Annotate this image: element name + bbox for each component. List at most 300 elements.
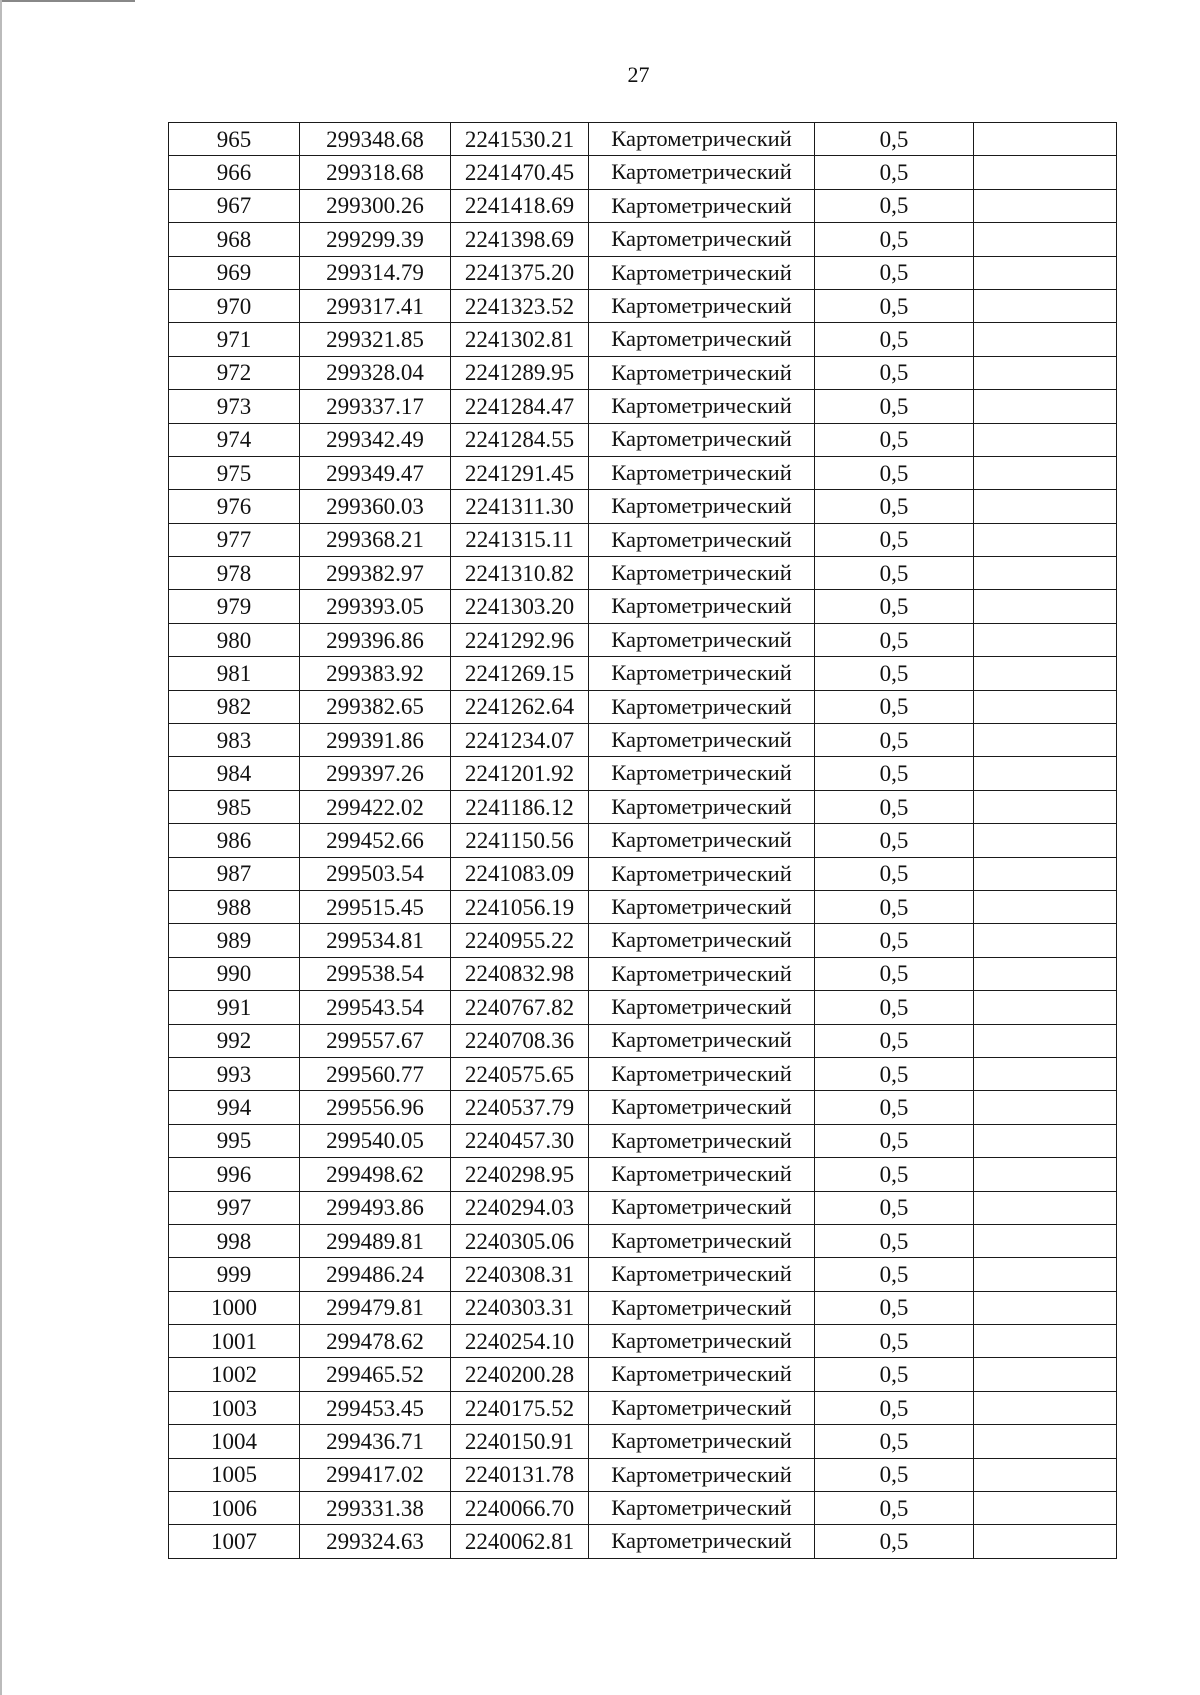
accuracy-cell: 0,5 — [815, 690, 974, 723]
x-coordinate-cell: 299543.54 — [300, 991, 451, 1024]
y-coordinate-cell: 2241418.69 — [451, 189, 589, 222]
x-coordinate-cell: 299349.47 — [300, 456, 451, 489]
point-number-cell: 978 — [169, 557, 300, 590]
x-coordinate-cell: 299556.96 — [300, 1091, 451, 1124]
method-cell: Картометрический — [589, 590, 815, 623]
table-row — [169, 957, 1117, 990]
y-coordinate-cell: 2240066.70 — [451, 1492, 589, 1525]
point-number-cell: 984 — [169, 757, 300, 790]
y-coordinate-cell: 2241311.30 — [451, 490, 589, 523]
y-coordinate-cell: 2241398.69 — [451, 223, 589, 256]
note-cell — [974, 790, 1117, 823]
note-cell — [974, 824, 1117, 857]
x-coordinate-cell: 299382.65 — [300, 690, 451, 723]
note-cell — [974, 256, 1117, 289]
y-coordinate-cell: 2241269.15 — [451, 657, 589, 690]
y-coordinate-cell: 2240832.98 — [451, 957, 589, 990]
point-number-cell: 996 — [169, 1158, 300, 1191]
point-number-cell: 977 — [169, 523, 300, 556]
note-cell — [974, 1124, 1117, 1157]
method-cell: Картометрический — [589, 857, 815, 890]
y-coordinate-cell: 2240955.22 — [451, 924, 589, 957]
y-coordinate-cell: 2240303.31 — [451, 1291, 589, 1324]
point-number-cell: 1006 — [169, 1492, 300, 1525]
note-cell — [974, 991, 1117, 1024]
accuracy-cell: 0,5 — [815, 289, 974, 322]
point-number-cell: 981 — [169, 657, 300, 690]
x-coordinate-cell: 299321.85 — [300, 323, 451, 356]
method-cell: Картометрический — [589, 991, 815, 1024]
y-coordinate-cell: 2241303.20 — [451, 590, 589, 623]
point-number-cell: 991 — [169, 991, 300, 1024]
point-number-cell: 995 — [169, 1124, 300, 1157]
point-number-cell: 990 — [169, 957, 300, 990]
note-cell — [974, 1091, 1117, 1124]
point-number-cell: 1005 — [169, 1458, 300, 1491]
method-cell: Картометрический — [589, 757, 815, 790]
accuracy-cell: 0,5 — [815, 924, 974, 957]
note-cell — [974, 690, 1117, 723]
accuracy-cell: 0,5 — [815, 189, 974, 222]
accuracy-cell: 0,5 — [815, 957, 974, 990]
method-cell: Картометрический — [589, 456, 815, 489]
note-cell — [974, 1358, 1117, 1391]
table-row — [169, 890, 1117, 923]
x-coordinate-cell: 299422.02 — [300, 790, 451, 823]
y-coordinate-cell: 2241530.21 — [451, 123, 589, 156]
x-coordinate-cell: 299479.81 — [300, 1291, 451, 1324]
method-cell: Картометрический — [589, 1124, 815, 1157]
x-coordinate-cell: 299299.39 — [300, 223, 451, 256]
method-cell: Картометрический — [589, 1458, 815, 1491]
method-cell: Картометрический — [589, 1291, 815, 1324]
note-cell — [974, 623, 1117, 656]
x-coordinate-cell: 299337.17 — [300, 390, 451, 423]
y-coordinate-cell: 2241284.47 — [451, 390, 589, 423]
x-coordinate-cell: 299417.02 — [300, 1458, 451, 1491]
x-coordinate-cell: 299453.45 — [300, 1391, 451, 1424]
note-cell — [974, 1024, 1117, 1057]
note-cell — [974, 223, 1117, 256]
point-number-cell: 993 — [169, 1057, 300, 1090]
point-number-cell: 971 — [169, 323, 300, 356]
point-number-cell: 1002 — [169, 1358, 300, 1391]
accuracy-cell: 0,5 — [815, 156, 974, 189]
table-row — [169, 1224, 1117, 1257]
x-coordinate-cell: 299328.04 — [300, 356, 451, 389]
note-cell — [974, 1258, 1117, 1291]
table-row — [169, 1191, 1117, 1224]
point-number-cell: 989 — [169, 924, 300, 957]
note-cell — [974, 123, 1117, 156]
x-coordinate-cell: 299452.66 — [300, 824, 451, 857]
y-coordinate-cell: 2240767.82 — [451, 991, 589, 1024]
accuracy-cell: 0,5 — [815, 356, 974, 389]
method-cell: Картометрический — [589, 924, 815, 957]
x-coordinate-cell: 299317.41 — [300, 289, 451, 322]
point-number-cell: 972 — [169, 356, 300, 389]
accuracy-cell: 0,5 — [815, 857, 974, 890]
note-cell — [974, 657, 1117, 690]
table-row — [169, 1425, 1117, 1458]
note-cell — [974, 1391, 1117, 1424]
note-cell — [974, 1425, 1117, 1458]
y-coordinate-cell: 2241310.82 — [451, 557, 589, 590]
accuracy-cell: 0,5 — [815, 323, 974, 356]
note-cell — [974, 590, 1117, 623]
accuracy-cell: 0,5 — [815, 991, 974, 1024]
y-coordinate-cell: 2241292.96 — [451, 623, 589, 656]
y-coordinate-cell: 2240131.78 — [451, 1458, 589, 1491]
accuracy-cell: 0,5 — [815, 223, 974, 256]
y-coordinate-cell: 2241186.12 — [451, 790, 589, 823]
x-coordinate-cell: 299342.49 — [300, 423, 451, 456]
method-cell: Картометрический — [589, 1224, 815, 1257]
y-coordinate-cell: 2241201.92 — [451, 757, 589, 790]
note-cell — [974, 289, 1117, 322]
method-cell: Картометрический — [589, 1525, 815, 1558]
x-coordinate-cell: 299478.62 — [300, 1325, 451, 1358]
method-cell: Картометрический — [589, 1358, 815, 1391]
point-number-cell: 1001 — [169, 1325, 300, 1358]
method-cell: Картометрический — [589, 623, 815, 656]
table-row — [169, 1057, 1117, 1090]
table-row — [169, 256, 1117, 289]
table-row — [169, 456, 1117, 489]
x-coordinate-cell: 299383.92 — [300, 657, 451, 690]
method-cell: Картометрический — [589, 289, 815, 322]
note-cell — [974, 757, 1117, 790]
accuracy-cell: 0,5 — [815, 1124, 974, 1157]
method-cell: Картометрический — [589, 223, 815, 256]
note-cell — [974, 390, 1117, 423]
table-row — [169, 356, 1117, 389]
note-cell — [974, 857, 1117, 890]
point-number-cell: 998 — [169, 1224, 300, 1257]
method-cell: Картометрический — [589, 256, 815, 289]
method-cell: Картометрический — [589, 189, 815, 222]
note-cell — [974, 1492, 1117, 1525]
x-coordinate-cell: 299300.26 — [300, 189, 451, 222]
accuracy-cell: 0,5 — [815, 1291, 974, 1324]
method-cell: Картометрический — [589, 1258, 815, 1291]
x-coordinate-cell: 299391.86 — [300, 724, 451, 757]
x-coordinate-cell: 299314.79 — [300, 256, 451, 289]
point-number-cell: 1000 — [169, 1291, 300, 1324]
x-coordinate-cell: 299515.45 — [300, 890, 451, 923]
table-row — [169, 156, 1117, 189]
accuracy-cell: 0,5 — [815, 1458, 974, 1491]
y-coordinate-cell: 2240150.91 — [451, 1425, 589, 1458]
y-coordinate-cell: 2240575.65 — [451, 1057, 589, 1090]
table-row — [169, 690, 1117, 723]
y-coordinate-cell: 2240308.31 — [451, 1258, 589, 1291]
note-cell — [974, 423, 1117, 456]
coordinates-table — [168, 122, 1117, 1559]
x-coordinate-cell: 299348.68 — [300, 123, 451, 156]
method-cell: Картометрический — [589, 323, 815, 356]
y-coordinate-cell: 2240708.36 — [451, 1024, 589, 1057]
table-row — [169, 790, 1117, 823]
point-number-cell: 987 — [169, 857, 300, 890]
note-cell — [974, 456, 1117, 489]
accuracy-cell: 0,5 — [815, 390, 974, 423]
method-cell: Картометрический — [589, 1158, 815, 1191]
table-row — [169, 924, 1117, 957]
point-number-cell: 997 — [169, 1191, 300, 1224]
accuracy-cell: 0,5 — [815, 1525, 974, 1558]
note-cell — [974, 924, 1117, 957]
method-cell: Картометрический — [589, 156, 815, 189]
table-row — [169, 1158, 1117, 1191]
y-coordinate-cell: 2240254.10 — [451, 1325, 589, 1358]
table-row — [169, 1024, 1117, 1057]
y-coordinate-cell: 2241289.95 — [451, 356, 589, 389]
table-row — [169, 289, 1117, 322]
table-row — [169, 1124, 1117, 1157]
x-coordinate-cell: 299493.86 — [300, 1191, 451, 1224]
point-number-cell: 985 — [169, 790, 300, 823]
table-row — [169, 1358, 1117, 1391]
note-cell — [974, 957, 1117, 990]
method-cell: Картометрический — [589, 1492, 815, 1525]
accuracy-cell: 0,5 — [815, 824, 974, 857]
x-coordinate-cell: 299393.05 — [300, 590, 451, 623]
method-cell: Картометрический — [589, 1191, 815, 1224]
method-cell: Картометрический — [589, 824, 815, 857]
point-number-cell: 1004 — [169, 1425, 300, 1458]
table-row — [169, 1258, 1117, 1291]
accuracy-cell: 0,5 — [815, 1425, 974, 1458]
table-row — [169, 623, 1117, 656]
x-coordinate-cell: 299396.86 — [300, 623, 451, 656]
y-coordinate-cell: 2240537.79 — [451, 1091, 589, 1124]
table-row — [169, 991, 1117, 1024]
table-row — [169, 390, 1117, 423]
table-row — [169, 1091, 1117, 1124]
table-row — [169, 123, 1117, 156]
table-row — [169, 1492, 1117, 1525]
table-row — [169, 1525, 1117, 1558]
table-row — [169, 223, 1117, 256]
x-coordinate-cell: 299436.71 — [300, 1425, 451, 1458]
method-cell: Картометрический — [589, 490, 815, 523]
accuracy-cell: 0,5 — [815, 490, 974, 523]
note-cell — [974, 323, 1117, 356]
accuracy-cell: 0,5 — [815, 1492, 974, 1525]
method-cell: Картометрический — [589, 123, 815, 156]
note-cell — [974, 356, 1117, 389]
note-cell — [974, 1191, 1117, 1224]
table-row — [169, 824, 1117, 857]
table-row — [169, 490, 1117, 523]
point-number-cell: 966 — [169, 156, 300, 189]
note-cell — [974, 1325, 1117, 1358]
accuracy-cell: 0,5 — [815, 1391, 974, 1424]
accuracy-cell: 0,5 — [815, 423, 974, 456]
table-row — [169, 1391, 1117, 1424]
accuracy-cell: 0,5 — [815, 623, 974, 656]
point-number-cell: 1007 — [169, 1525, 300, 1558]
table-row — [169, 857, 1117, 890]
method-cell: Картометрический — [589, 1425, 815, 1458]
method-cell: Картометрический — [589, 390, 815, 423]
accuracy-cell: 0,5 — [815, 1258, 974, 1291]
table-row — [169, 657, 1117, 690]
x-coordinate-cell: 299540.05 — [300, 1124, 451, 1157]
y-coordinate-cell: 2241315.11 — [451, 523, 589, 556]
point-number-cell: 980 — [169, 623, 300, 656]
method-cell: Картометрический — [589, 790, 815, 823]
note-cell — [974, 724, 1117, 757]
method-cell: Картометрический — [589, 1057, 815, 1090]
x-coordinate-cell: 299538.54 — [300, 957, 451, 990]
method-cell: Картометрический — [589, 1325, 815, 1358]
table-row — [169, 189, 1117, 222]
x-coordinate-cell: 299382.97 — [300, 557, 451, 590]
accuracy-cell: 0,5 — [815, 456, 974, 489]
x-coordinate-cell: 299331.38 — [300, 1492, 451, 1525]
accuracy-cell: 0,5 — [815, 790, 974, 823]
method-cell: Картометрический — [589, 523, 815, 556]
note-cell — [974, 1158, 1117, 1191]
accuracy-cell: 0,5 — [815, 590, 974, 623]
y-coordinate-cell: 2241291.45 — [451, 456, 589, 489]
accuracy-cell: 0,5 — [815, 1358, 974, 1391]
x-coordinate-cell: 299324.63 — [300, 1525, 451, 1558]
point-number-cell: 999 — [169, 1258, 300, 1291]
accuracy-cell: 0,5 — [815, 1158, 974, 1191]
point-number-cell: 965 — [169, 123, 300, 156]
y-coordinate-cell: 2241262.64 — [451, 690, 589, 723]
accuracy-cell: 0,5 — [815, 1325, 974, 1358]
x-coordinate-cell: 299486.24 — [300, 1258, 451, 1291]
y-coordinate-cell: 2241323.52 — [451, 289, 589, 322]
y-coordinate-cell: 2240200.28 — [451, 1358, 589, 1391]
y-coordinate-cell: 2241056.19 — [451, 890, 589, 923]
accuracy-cell: 0,5 — [815, 256, 974, 289]
scan-edge-mark-top — [0, 0, 135, 2]
accuracy-cell: 0,5 — [815, 1091, 974, 1124]
y-coordinate-cell: 2240298.95 — [451, 1158, 589, 1191]
y-coordinate-cell: 2240062.81 — [451, 1525, 589, 1558]
coordinates-table-body — [169, 123, 1117, 1559]
x-coordinate-cell: 299318.68 — [300, 156, 451, 189]
accuracy-cell: 0,5 — [815, 1224, 974, 1257]
method-cell: Картометрический — [589, 356, 815, 389]
note-cell — [974, 523, 1117, 556]
x-coordinate-cell: 299534.81 — [300, 924, 451, 957]
point-number-cell: 969 — [169, 256, 300, 289]
note-cell — [974, 1057, 1117, 1090]
table-row — [169, 1291, 1117, 1324]
y-coordinate-cell: 2241375.20 — [451, 256, 589, 289]
accuracy-cell: 0,5 — [815, 1024, 974, 1057]
table-row — [169, 590, 1117, 623]
method-cell: Картометрический — [589, 957, 815, 990]
accuracy-cell: 0,5 — [815, 1191, 974, 1224]
note-cell — [974, 156, 1117, 189]
page-number: 27 — [627, 62, 650, 87]
table-row — [169, 1325, 1117, 1358]
point-number-cell: 983 — [169, 724, 300, 757]
method-cell: Картометрический — [589, 423, 815, 456]
y-coordinate-cell: 2241302.81 — [451, 323, 589, 356]
method-cell: Картометрический — [589, 1024, 815, 1057]
method-cell: Картометрический — [589, 657, 815, 690]
accuracy-cell: 0,5 — [815, 657, 974, 690]
note-cell — [974, 1224, 1117, 1257]
note-cell — [974, 1458, 1117, 1491]
x-coordinate-cell: 299368.21 — [300, 523, 451, 556]
method-cell: Картометрический — [589, 724, 815, 757]
accuracy-cell: 0,5 — [815, 1057, 974, 1090]
y-coordinate-cell: 2241284.55 — [451, 423, 589, 456]
point-number-cell: 967 — [169, 189, 300, 222]
method-cell: Картометрический — [589, 1091, 815, 1124]
y-coordinate-cell: 2241470.45 — [451, 156, 589, 189]
table-row — [169, 557, 1117, 590]
y-coordinate-cell: 2240457.30 — [451, 1124, 589, 1157]
y-coordinate-cell: 2241234.07 — [451, 724, 589, 757]
point-number-cell: 976 — [169, 490, 300, 523]
accuracy-cell: 0,5 — [815, 724, 974, 757]
y-coordinate-cell: 2240175.52 — [451, 1391, 589, 1424]
point-number-cell: 982 — [169, 690, 300, 723]
point-number-cell: 988 — [169, 890, 300, 923]
scan-edge-mark-left — [0, 0, 2, 1695]
point-number-cell: 968 — [169, 223, 300, 256]
point-number-cell: 979 — [169, 590, 300, 623]
x-coordinate-cell: 299397.26 — [300, 757, 451, 790]
x-coordinate-cell: 299503.54 — [300, 857, 451, 890]
x-coordinate-cell: 299489.81 — [300, 1224, 451, 1257]
x-coordinate-cell: 299360.03 — [300, 490, 451, 523]
table-row — [169, 757, 1117, 790]
accuracy-cell: 0,5 — [815, 557, 974, 590]
method-cell: Картометрический — [589, 1391, 815, 1424]
method-cell: Картометрический — [589, 890, 815, 923]
x-coordinate-cell: 299465.52 — [300, 1358, 451, 1391]
y-coordinate-cell: 2241150.56 — [451, 824, 589, 857]
accuracy-cell: 0,5 — [815, 523, 974, 556]
point-number-cell: 973 — [169, 390, 300, 423]
table-row — [169, 1458, 1117, 1491]
table-row — [169, 724, 1117, 757]
note-cell — [974, 1525, 1117, 1558]
point-number-cell: 1003 — [169, 1391, 300, 1424]
method-cell: Картометрический — [589, 690, 815, 723]
x-coordinate-cell: 299560.77 — [300, 1057, 451, 1090]
note-cell — [974, 890, 1117, 923]
y-coordinate-cell: 2240305.06 — [451, 1224, 589, 1257]
table-row — [169, 323, 1117, 356]
point-number-cell: 986 — [169, 824, 300, 857]
point-number-cell: 970 — [169, 289, 300, 322]
note-cell — [974, 189, 1117, 222]
x-coordinate-cell: 299557.67 — [300, 1024, 451, 1057]
point-number-cell: 975 — [169, 456, 300, 489]
y-coordinate-cell: 2240294.03 — [451, 1191, 589, 1224]
accuracy-cell: 0,5 — [815, 890, 974, 923]
accuracy-cell: 0,5 — [815, 123, 974, 156]
note-cell — [974, 1291, 1117, 1324]
table-row — [169, 423, 1117, 456]
accuracy-cell: 0,5 — [815, 757, 974, 790]
note-cell — [974, 490, 1117, 523]
x-coordinate-cell: 299498.62 — [300, 1158, 451, 1191]
method-cell: Картометрический — [589, 557, 815, 590]
